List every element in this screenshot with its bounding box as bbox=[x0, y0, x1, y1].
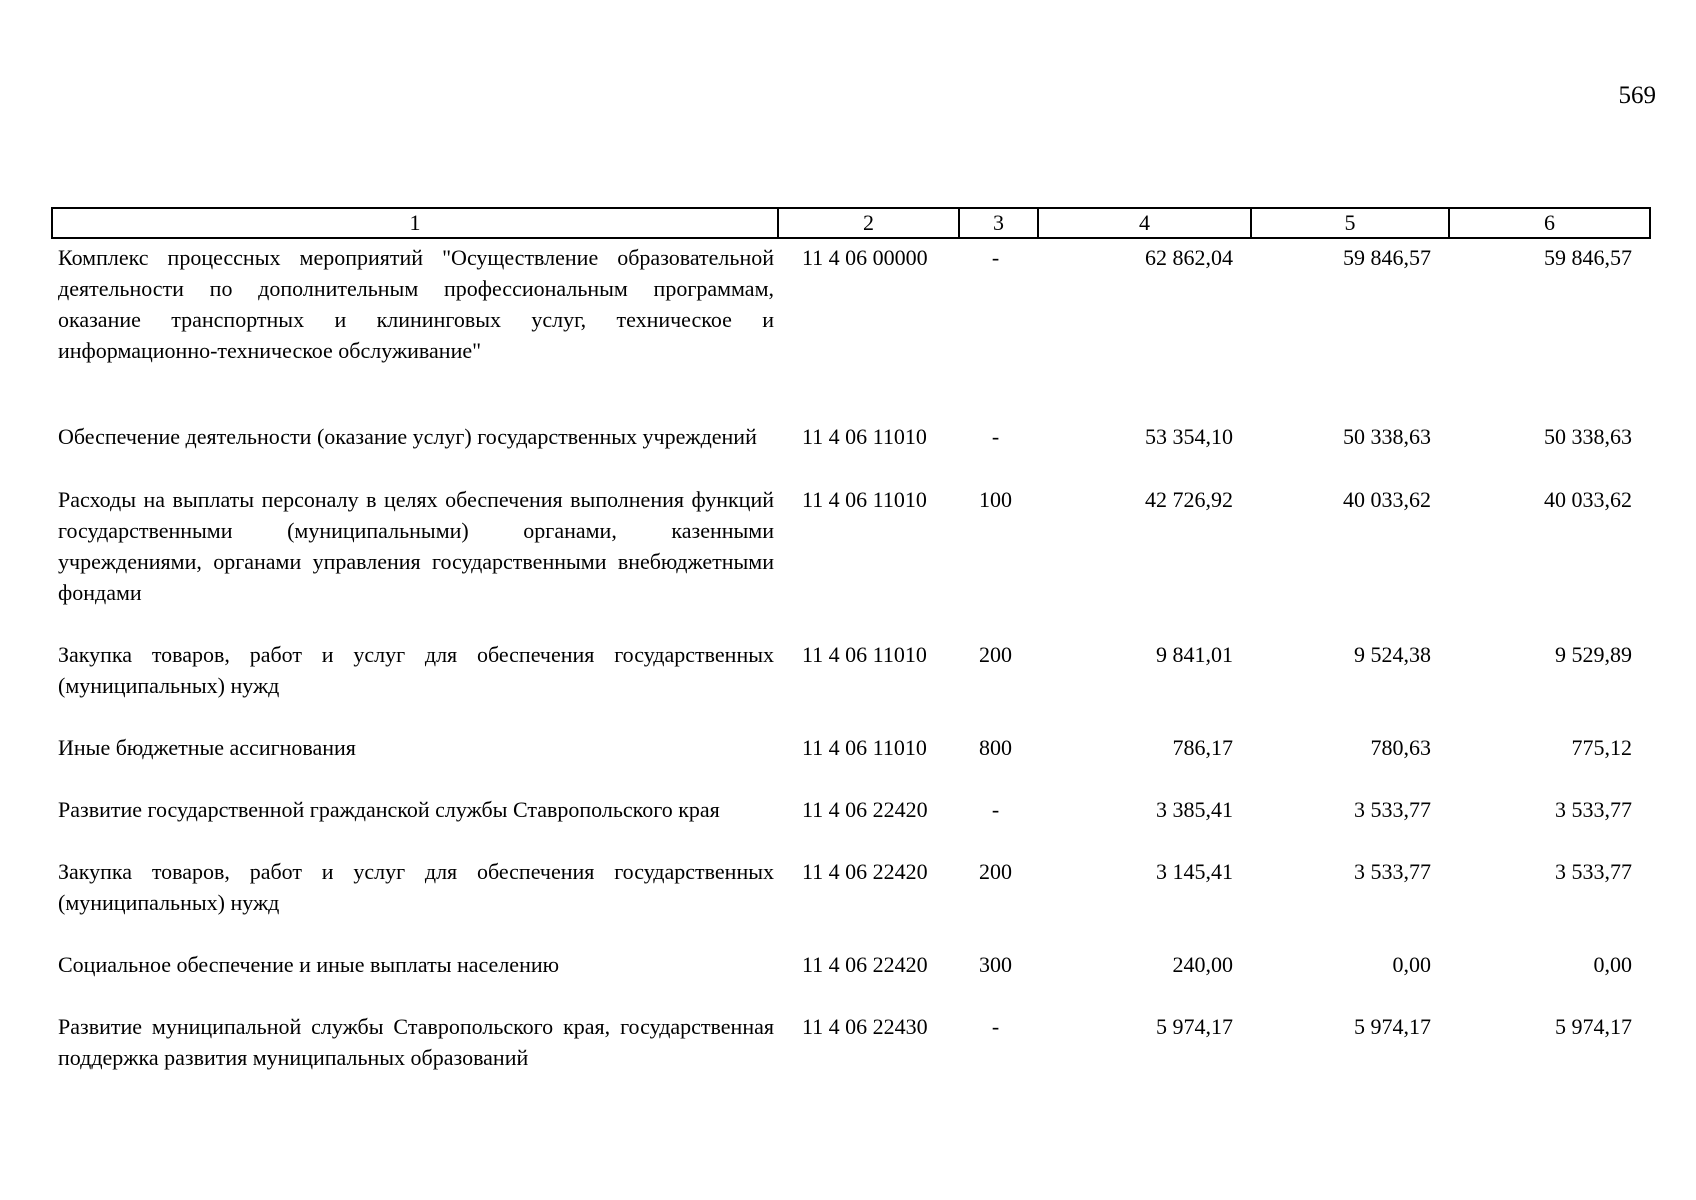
table-row bbox=[52, 1011, 1650, 1077]
table-row bbox=[52, 639, 1650, 732]
row-value-3: 0,00 bbox=[1593, 952, 1632, 977]
row-code: 11 4 06 11010 bbox=[802, 487, 927, 512]
column-header: 4 bbox=[1038, 208, 1251, 238]
row-value-3: 59 846,57 bbox=[1544, 245, 1632, 270]
row-value-1: 9 841,01 bbox=[1156, 642, 1233, 667]
column-header: 1 bbox=[52, 208, 778, 238]
row-value-2: 40 033,62 bbox=[1343, 487, 1431, 512]
row-name: Социальное обеспечение и иные выплаты населению bbox=[58, 952, 560, 977]
row-value-2: 9 524,38 bbox=[1354, 642, 1431, 667]
row-value-1: 3 385,41 bbox=[1156, 797, 1233, 822]
row-code: 11 4 06 11010 bbox=[802, 735, 927, 760]
column-header: 3 bbox=[959, 208, 1038, 238]
row-name: Расходы на выплаты персоналу в целях обеспечения выполнения функций государственными (муниципальными) органами, казенными учреждениями, органами управления государственными внебюджетными фондами bbox=[58, 487, 774, 605]
table-row bbox=[52, 484, 1650, 639]
row-expense-type: - bbox=[991, 245, 1000, 270]
row-value-2: 3 533,77 bbox=[1354, 859, 1431, 884]
table-row bbox=[52, 949, 1650, 1011]
row-value-3: 5 974,17 bbox=[1555, 1014, 1632, 1039]
row-code: 11 4 06 22420 bbox=[802, 952, 928, 977]
table-row bbox=[52, 238, 1650, 421]
row-expense-type: 200 bbox=[979, 642, 1012, 667]
row-value-3: 775,12 bbox=[1571, 735, 1632, 760]
row-value-1: 240,00 bbox=[1172, 952, 1233, 977]
row-expense-type: - bbox=[991, 797, 1000, 822]
row-name: Закупка товаров, работ и услуг для обеспечения государственных (муниципальных) нужд bbox=[58, 859, 774, 915]
row-value-3: 40 033,62 bbox=[1544, 487, 1632, 512]
row-code: 11 4 06 11010 bbox=[802, 424, 927, 449]
row-expense-type: - bbox=[991, 1014, 1000, 1039]
row-value-2: 3 533,77 bbox=[1354, 797, 1431, 822]
page-number: 569 bbox=[1618, 82, 1656, 109]
table-row bbox=[52, 856, 1650, 949]
column-header: 2 bbox=[778, 208, 959, 238]
row-name: Развитие государственной гражданской службы Ставропольского края bbox=[58, 797, 720, 822]
row-name: Иные бюджетные ассигнования bbox=[58, 735, 356, 760]
budget-table bbox=[51, 207, 1651, 1077]
column-header: 5 bbox=[1251, 208, 1449, 238]
row-code: 11 4 06 00000 bbox=[802, 245, 928, 270]
row-value-1: 786,17 bbox=[1172, 735, 1233, 760]
table-row bbox=[52, 794, 1650, 856]
row-expense-type: 800 bbox=[979, 735, 1012, 760]
row-value-2: 0,00 bbox=[1392, 952, 1431, 977]
row-value-2: 5 974,17 bbox=[1354, 1014, 1431, 1039]
table-header-row bbox=[52, 208, 1650, 238]
row-code: 11 4 06 22420 bbox=[802, 859, 928, 884]
row-value-3: 3 533,77 bbox=[1555, 797, 1632, 822]
row-value-1: 3 145,41 bbox=[1156, 859, 1233, 884]
row-value-3: 3 533,77 bbox=[1555, 859, 1632, 884]
column-header: 6 bbox=[1449, 208, 1650, 238]
row-expense-type: - bbox=[991, 424, 1000, 449]
row-expense-type: 100 bbox=[979, 487, 1012, 512]
table-row bbox=[52, 732, 1650, 794]
row-name: Обеспечение деятельности (оказание услуг) государственных учреждений bbox=[58, 424, 757, 449]
row-name: Закупка товаров, работ и услуг для обеспечения государственных (муниципальных) нужд bbox=[58, 642, 774, 698]
row-value-1: 42 726,92 bbox=[1145, 487, 1233, 512]
row-code: 11 4 06 22420 bbox=[802, 797, 928, 822]
row-value-2: 780,63 bbox=[1370, 735, 1431, 760]
row-name: Развитие муниципальной службы Ставропольского края, государственная поддержка развития муниципальных образований bbox=[58, 1014, 774, 1070]
row-expense-type: 200 bbox=[979, 859, 1012, 884]
row-value-2: 50 338,63 bbox=[1343, 424, 1431, 449]
row-value-2: 59 846,57 bbox=[1343, 245, 1431, 270]
row-value-3: 9 529,89 bbox=[1555, 642, 1632, 667]
row-code: 11 4 06 22430 bbox=[802, 1014, 928, 1039]
row-value-1: 5 974,17 bbox=[1156, 1014, 1233, 1039]
row-value-1: 62 862,04 bbox=[1145, 245, 1233, 270]
row-code: 11 4 06 11010 bbox=[802, 642, 927, 667]
row-value-3: 50 338,63 bbox=[1544, 424, 1632, 449]
row-expense-type: 300 bbox=[979, 952, 1012, 977]
table-row bbox=[52, 421, 1650, 484]
row-value-1: 53 354,10 bbox=[1145, 424, 1233, 449]
row-name: Комплекс процессных мероприятий "Осуществление образовательной деятельности по дополнительным профессиональным программам, оказание транспортных и клининговых услуг, техническое и информационно-техническое обслуживание" bbox=[58, 245, 774, 363]
